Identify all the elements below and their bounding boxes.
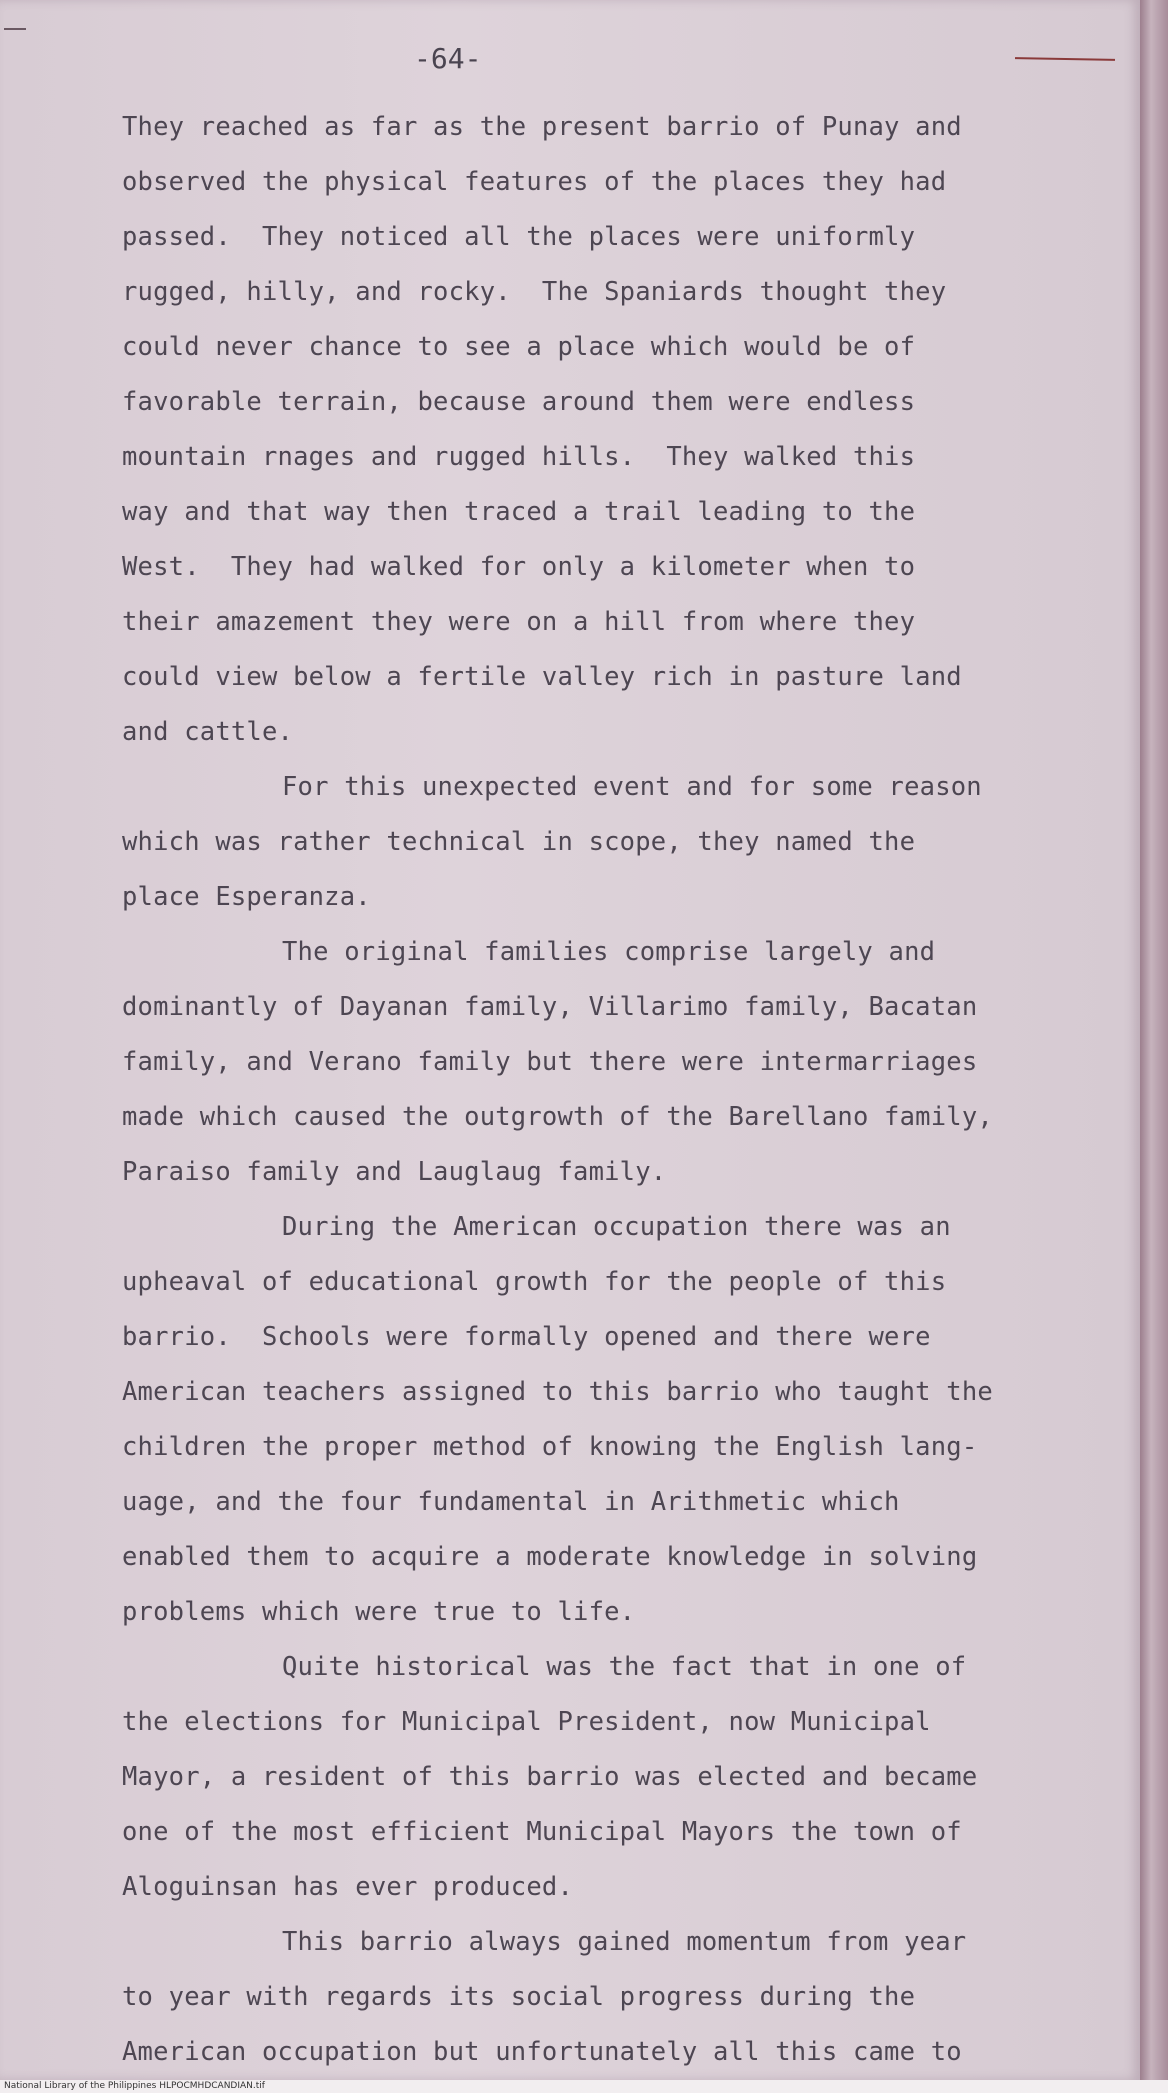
text-line: West. They had walked for only a kilometer when to	[122, 552, 916, 582]
text-line: could never chance to see a place which would be of	[122, 332, 916, 362]
text-line: and cattle.	[122, 717, 294, 747]
text-line: rugged, hilly, and rocky. The Spaniards thought they	[122, 277, 947, 307]
text-line: could view below a fertile valley rich in pasture land	[122, 662, 962, 692]
typewritten-text	[122, 100, 1042, 2080]
text-line: barrio. Schools were formally opened and there were	[122, 1322, 931, 1352]
text-line: family, and Verano family but there were intermarriages	[122, 1047, 978, 1077]
page-edge	[1140, 0, 1168, 2080]
text-line: to year with regards its social progress during the	[122, 1982, 916, 2012]
page-number: -64-	[414, 42, 482, 75]
scan-footer	[0, 2080, 1168, 2093]
text-line: During the American occupation there was an	[282, 1212, 951, 1242]
red-pencil-mark	[1015, 57, 1115, 61]
text-line: favorable terrain, because around them were endless	[122, 387, 916, 417]
text-line: Mayor, a resident of this barrio was elected and became	[122, 1762, 978, 1792]
text-line: way and that way then traced a trail leading to the	[122, 497, 916, 527]
text-line: one of the most efficient Municipal Mayors the town of	[122, 1817, 962, 1847]
text-line: Quite historical was the fact that in one of	[282, 1652, 967, 1682]
text-line: passed. They noticed all the places were uniformly	[122, 222, 916, 252]
text-line: For this unexpected event and for some reason	[282, 772, 982, 802]
text-line: This barrio always gained momentum from year	[282, 1927, 967, 1957]
footer-caption: National Library of the Philippines HLPOCMHDCANDIAN.tif	[4, 2081, 265, 2091]
text-line: dominantly of Dayanan family, Villarimo family, Bacatan	[122, 992, 978, 1022]
text-line: Aloguinsan has ever produced.	[122, 1872, 574, 1902]
text-line: made which caused the outgrowth of the Barellano family,	[122, 1102, 993, 1132]
margin-mark	[4, 28, 26, 30]
text-line: observed the physical features of the places they had	[122, 167, 947, 197]
text-line: American occupation but unfortunately all this came to	[122, 2037, 962, 2067]
text-line: uage, and the four fundamental in Arithmetic which	[122, 1487, 900, 1517]
text-line: problems which were true to life.	[122, 1597, 636, 1627]
text-line: which was rather technical in scope, they named the	[122, 827, 916, 857]
text-line: the elections for Municipal President, now Municipal	[122, 1707, 931, 1737]
text-line: upheaval of educational growth for the people of this	[122, 1267, 947, 1297]
text-line: their amazement they were on a hill from where they	[122, 607, 916, 637]
text-line: Paraiso family and Lauglaug family.	[122, 1157, 667, 1187]
text-line: mountain rnages and rugged hills. They walked this	[122, 442, 916, 472]
text-line: American teachers assigned to this barrio who taught the	[122, 1377, 993, 1407]
text-line: children the proper method of knowing the English lang-	[122, 1432, 978, 1462]
text-line: They reached as far as the present barrio of Punay and	[122, 112, 962, 142]
text-line: enabled them to acquire a moderate knowledge in solving	[122, 1542, 978, 1572]
text-line: place Esperanza.	[122, 882, 371, 912]
text-line: The original families comprise largely and	[282, 937, 936, 967]
